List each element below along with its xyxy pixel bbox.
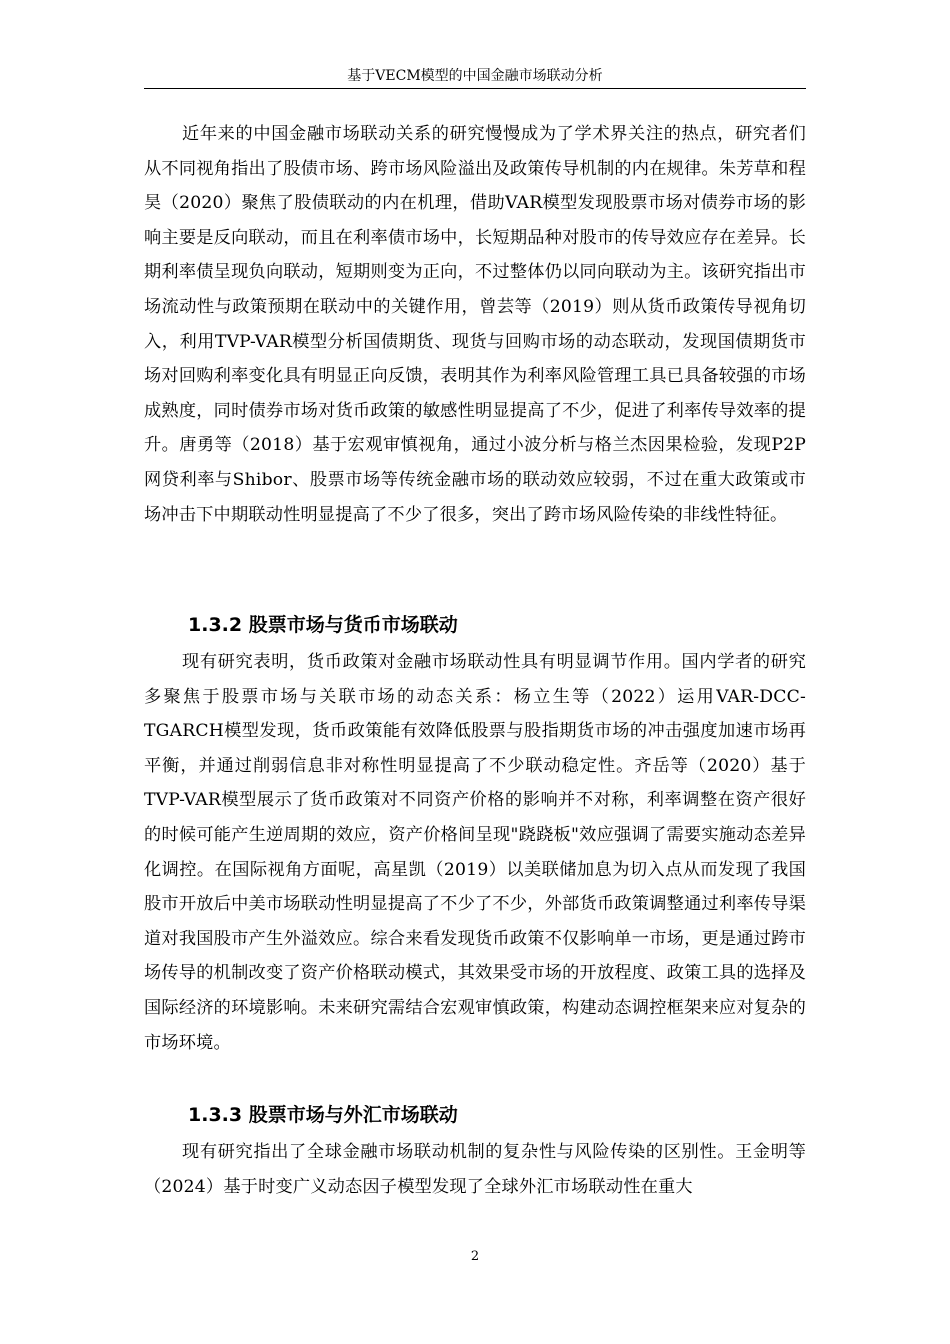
running-header: 基于VECM模型的中国金融市场联动分析 [347,68,603,84]
section-heading-1-3-3: 1.3.3 股票市场与外汇市场联动 [188,1104,458,1126]
section-heading-1-3-2: 1.3.2 股票市场与货币市场联动 [188,614,458,636]
header-rule [144,88,806,89]
paragraph-stock-money-market: 现有研究表明，货币政策对金融市场联动性具有明显调节作用。国内学者的研究多聚焦于股票市场与关联市场的动态关系：杨立生等（2022）运用VAR-DCC-TGARCH模型发现，货币政策能有效降低股票与股指期货市场的冲击强度加速市场再平衡，并通过削弱信息非对称性明显提高了不少联动稳定性。齐岳等（2020）基于TVP-VAR模型展示了货币政策对不同资产价格的影响并不对称，利率调整在资产很好的时候可能产生逆周期的效应，资产价格间呈现"跷跷板"效应强调了需要实施动态差异化调控。在国际视角方面呢，高星凯（2019）以美联储加息为切入点从而发现了我国股市开放后中美市场联动性明显提高了不少了不少，外部货币政策调整通过利率传导渠道对我国股市产生外溢效应。综合来看发现货币政策不仅影响单一市场，更是通过跨市场传导的机制改变了资产价格联动模式，其效果受市场的开放程度、政策工具的选择及国际经济的环境影响。未来研究需结合宏观审慎政策，构建动态调控框架来应对复杂的市场环境。 [144,652,806,1053]
paragraph-literature-review: 近年来的中国金融市场联动关系的研究慢慢成为了学术界关注的热点，研究者们从不同视角指出了股债市场、跨市场风险溢出及政策传导机制的内在规律。朱芳草和程昊（2020）聚焦了股债联动的内在机理，借助VAR模型发现股票市场对债券市场的影响主要是反向联动，而且在利率债市场中，长短期品种对股市的传导效应存在差异。长期利率债呈现负向联动，短期则变为正向，不过整体仍以同向联动为主。该研究指出市场流动性与政策预期在联动中的关键作用，曾芸等（2019）则从货币政策传导视角切入，利用TVP-VAR模型分析国债期货、现货与回购市场的动态联动，发现国债期货市场对回购利率变化具有明显正向反馈，表明其作为利率风险管理工具已具备较强的市场成熟度，同时债券市场对货币政策的敏感性明显提高了不少，促进了利率传导效率的提升。唐勇等（2018）基于宏观审慎视角，通过小波分析与格兰杰因果检验，发现P2P网贷利率与Shibor、股票市场等传统金融市场的联动效应较弱，不过在重大政策或市场冲击下中期联动性明显提高了不少了很多，突出了跨市场风险传染的非线性特征。 [144,124,806,525]
paragraph-stock-forex-market: 现有研究指出了全球金融市场联动机制的复杂性与风险传染的区别性。王金明等（2024）基于时变广义动态因子模型发现了全球外汇市场联动性在重大 [144,1142,806,1197]
page-number: 2 [470,1249,480,1264]
